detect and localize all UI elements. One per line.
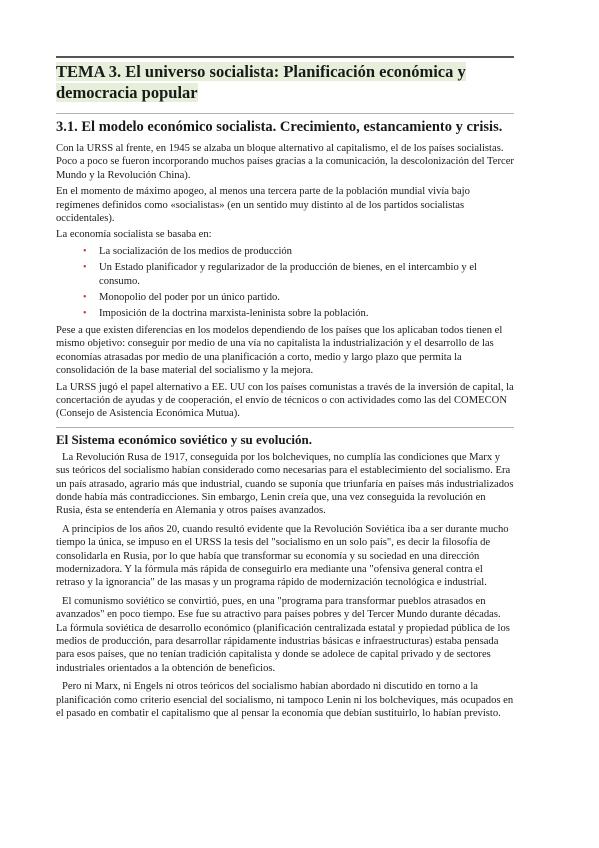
paragraph: Pese a que existen diferencias en los modelos dependiendo de los países que los aplicaban todos tienen el mismo objetivo: conseguir por medio de una vía no capitalista la industrialización y el desarrollo de las economías atrasadas por medio de una planificación a corto, medio y largo plazo que permita la consolidación de la base material del socialismo y la mejora. [56, 324, 503, 377]
paragraph: Con la URSS al frente, en 1945 se alzaba un bloque alternativo al capitalismo, el de los países socialistas. Poco a poco se fueron incorporando muchos países gracias a la comunicación, la descolonización del Tercer Mundo y la Revolución China). [56, 143, 514, 181]
subsection-heading: El Sistema económico soviético y su evolución. [56, 427, 514, 448]
list-item [83, 291, 514, 304]
bullet-icon: • [83, 245, 87, 257]
list-item [83, 245, 514, 258]
bullet-icon: • [83, 292, 87, 304]
list-item [83, 307, 514, 320]
document-page [56, 56, 514, 725]
page-title [56, 61, 514, 103]
paragraph: A principios de los años 20, cuando resultó evidente que la Revolución Soviética iba a ser durante mucho tiempo la única, se impuso en el URSS la tesis del "socialismo en un solo país", es decir la filosofía de consolidarla en Rusia, por lo que había que transformar su economía y su sociedad en una dirección modernizadora. Y la fórmula más rápida de conseguirlo era mediante una "ofensiva general contra el retraso y la ignorancia" de las masas y un programa rápido de modernización tecnológica e industrial. [56, 523, 509, 589]
title-block [56, 56, 514, 103]
bullet-list [56, 245, 514, 321]
list-item [83, 261, 514, 288]
paragraph: El comunismo soviético se convirtió, pues, en una "programa para transformar pueblos atrasados en avanzados" en poco tiempo. Ese fue su atractivo para países pobres y del Tercer Mundo durante décadas. La fórmula soviética de desarrollo económico (planificación centralizada estatal y propiedad pública de los medios de producción, para desarrollar rápidamente industrias básicas e infraestructuras) estaba pensada para esos países, que no tenían tradición capitalista y donde se adolece de capital privado y de sectores industriales orientados a la obtención de beneficios. [56, 595, 510, 674]
paragraph: Pero ni Marx, ni Engels ni otros teóricos del socialismo habían abordado ni discutido en torno a la planificación como criterio esencial del socialismo, ni tampoco Lenin ni los bolcheviques, más ocupados en el pasado en combatir el capitalismo que al pensar la economía que debían sustituirlo, lo habían previsto. [56, 681, 514, 720]
list-item-text: Monopolio del poder por un único partido. [99, 292, 280, 304]
section-heading: 3.1. El modelo económico socialista. Crecimiento, estancamiento y crisis. [56, 113, 514, 136]
list-item-text: Imposición de la doctrina marxista-leninista sobre la población. [99, 308, 369, 320]
bullet-icon: • [83, 262, 87, 274]
page-title-text: TEMA 3. El universo socialista: Planificación económica y democracia popular [56, 62, 466, 102]
bullet-icon: • [83, 308, 87, 320]
paragraph: La economía socialista se basaba en: [56, 229, 212, 241]
paragraph: La Revolución Rusa de 1917, conseguida por los bolcheviques, no cumplía las condiciones que Marx y sus teóricos del socialismo habían considerado como necesarias para el establecimiento del socialismo. Era un país atrasado, agrario más que industrial, cuando se suponía que triunfaría en países más industrializados donde había más contradicciones. Sin embargo, Lenin creía que, una vez conseguida la revolución en Rusia, ésta se entendería en Alemania y otros países avanzados. [56, 451, 514, 517]
paragraph: En el momento de máximo apogeo, al menos una tercera parte de la población mundial vivía bajo regímenes definidos como «socialistas» (en un sentido muy distinto al de los partidos socialistas occidentales). [56, 186, 470, 225]
list-item-text: La socialización de los medios de producción [99, 245, 292, 257]
list-item-text: Un Estado planificador y regularizador de la producción de bienes, en el intercambio y el consumo. [99, 262, 477, 287]
paragraph: La URSS jugó el papel alternativo a EE. UU con los países comunistas a través de la inversión de capital, la concertación de ayudas y de cooperación, el envío de técnicos o con actividades como las del COMECON (Consejo de Asistencia Económica Mutua). [56, 381, 514, 420]
